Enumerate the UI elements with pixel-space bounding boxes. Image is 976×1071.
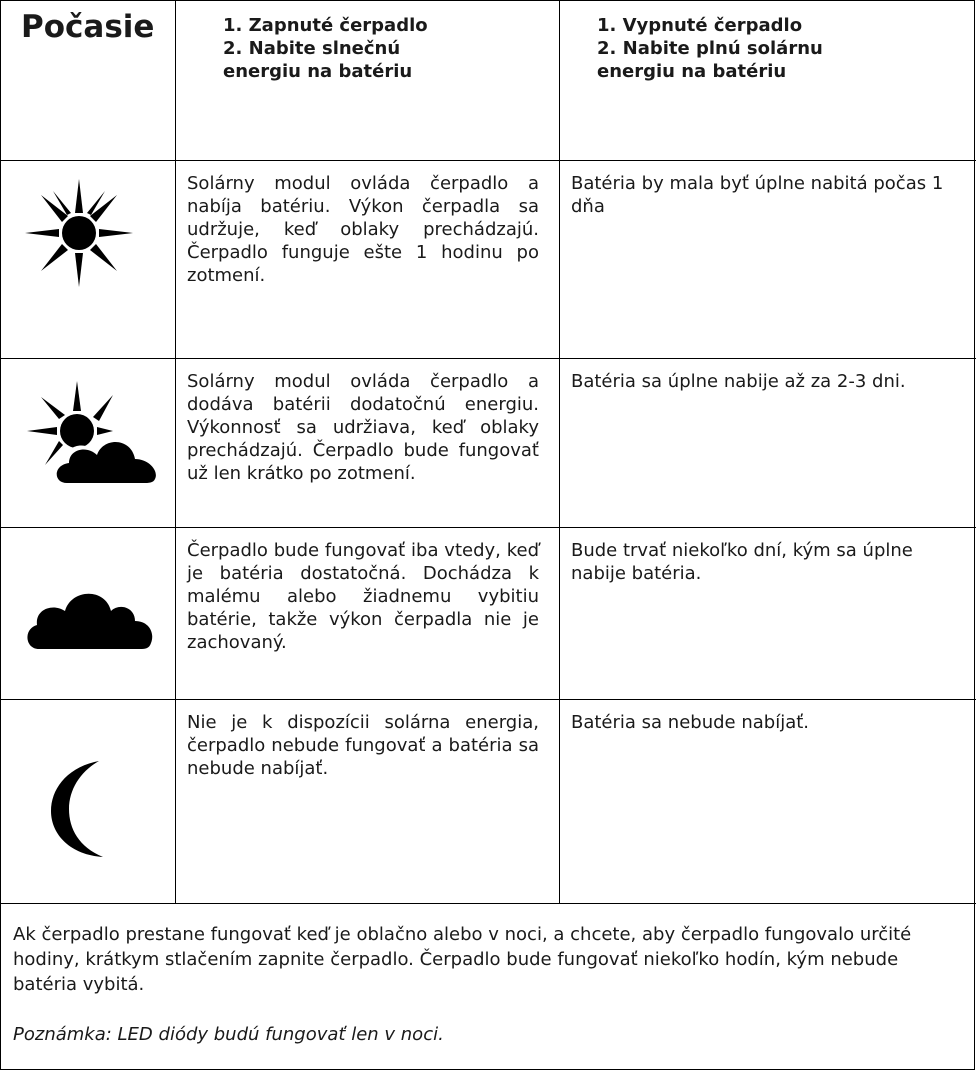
row-partly-cloudy-pump-on: Solárny modul ovláda čerpadlo a dodáva batérii dodatočnú energiu. Výkonnosť sa udržiava, keď oblaky prechádzajú. Čerpadlo bude fungovať už len krátko po zotmení.: [187, 371, 539, 484]
column-divider: [559, 1, 560, 903]
row-divider: [1, 160, 976, 161]
row-sun-pump-off: Batéria by mala byť úplne nabitá počas 1 dňa: [571, 173, 944, 217]
sun-icon: [23, 177, 135, 289]
header-pump-on: 1. Zapnuté čerpadlo 2. Nabite slnečnú energiu na batériu: [223, 15, 428, 82]
footer-note: Poznámka: LED diódy budú fungovať len v noci.: [13, 1024, 444, 1045]
row-sun-pump-on: Solárny modul ovláda čerpadlo a nabíja batériu. Výkon čerpadla sa udržuje, keď oblaky prechádzajú. Čerpadlo funguje ešte 1 hodinu po zotmení.: [187, 173, 539, 286]
table-title: Počasie: [21, 9, 155, 45]
cloud-icon: [23, 571, 155, 651]
row-partly-cloudy-pump-off: Batéria sa úplne nabije až za 2-3 dni.: [571, 371, 906, 392]
row-divider: [1, 527, 976, 528]
footer: [13, 922, 943, 1047]
row-cloudy-pump-off: Bude trvať niekoľko dní, kým sa úplne nabije batéria.: [571, 540, 913, 584]
row-night-pump-on: Nie je k dispozícii solárna energia, čerpadlo nebude fungovať a batéria sa nebude nabíjať.: [187, 712, 539, 779]
footer-text: Ak čerpadlo prestane fungovať keď je oblačno alebo v noci, a chcete, aby čerpadlo fungovalo určité hodiny, krátkym stlačením zapnite čerpadlo. Čerpadlo bude fungovať niekoľko hodín, kým nebude batéria vybitá.: [13, 924, 912, 995]
header-pump-off: 1. Vypnuté čerpadlo 2. Nabite plnú solárnu energiu na batériu: [597, 15, 823, 82]
row-divider: [1, 903, 976, 904]
row-divider: [1, 358, 976, 359]
row-cloudy-pump-on: Čerpadlo bude fungovať iba vtedy, keď je batéria dostatočná. Dochádza k malému alebo žiadnemu vybitiu batérie, takže výkon čerpadla nie je zachovaný.: [187, 540, 539, 653]
row-divider: [1, 699, 976, 700]
sun-behind-cloud-icon: [15, 379, 161, 489]
row-night-pump-off: Batéria sa nebude nabíjať.: [571, 712, 810, 733]
moon-icon: [49, 759, 113, 859]
column-divider: [175, 1, 176, 903]
